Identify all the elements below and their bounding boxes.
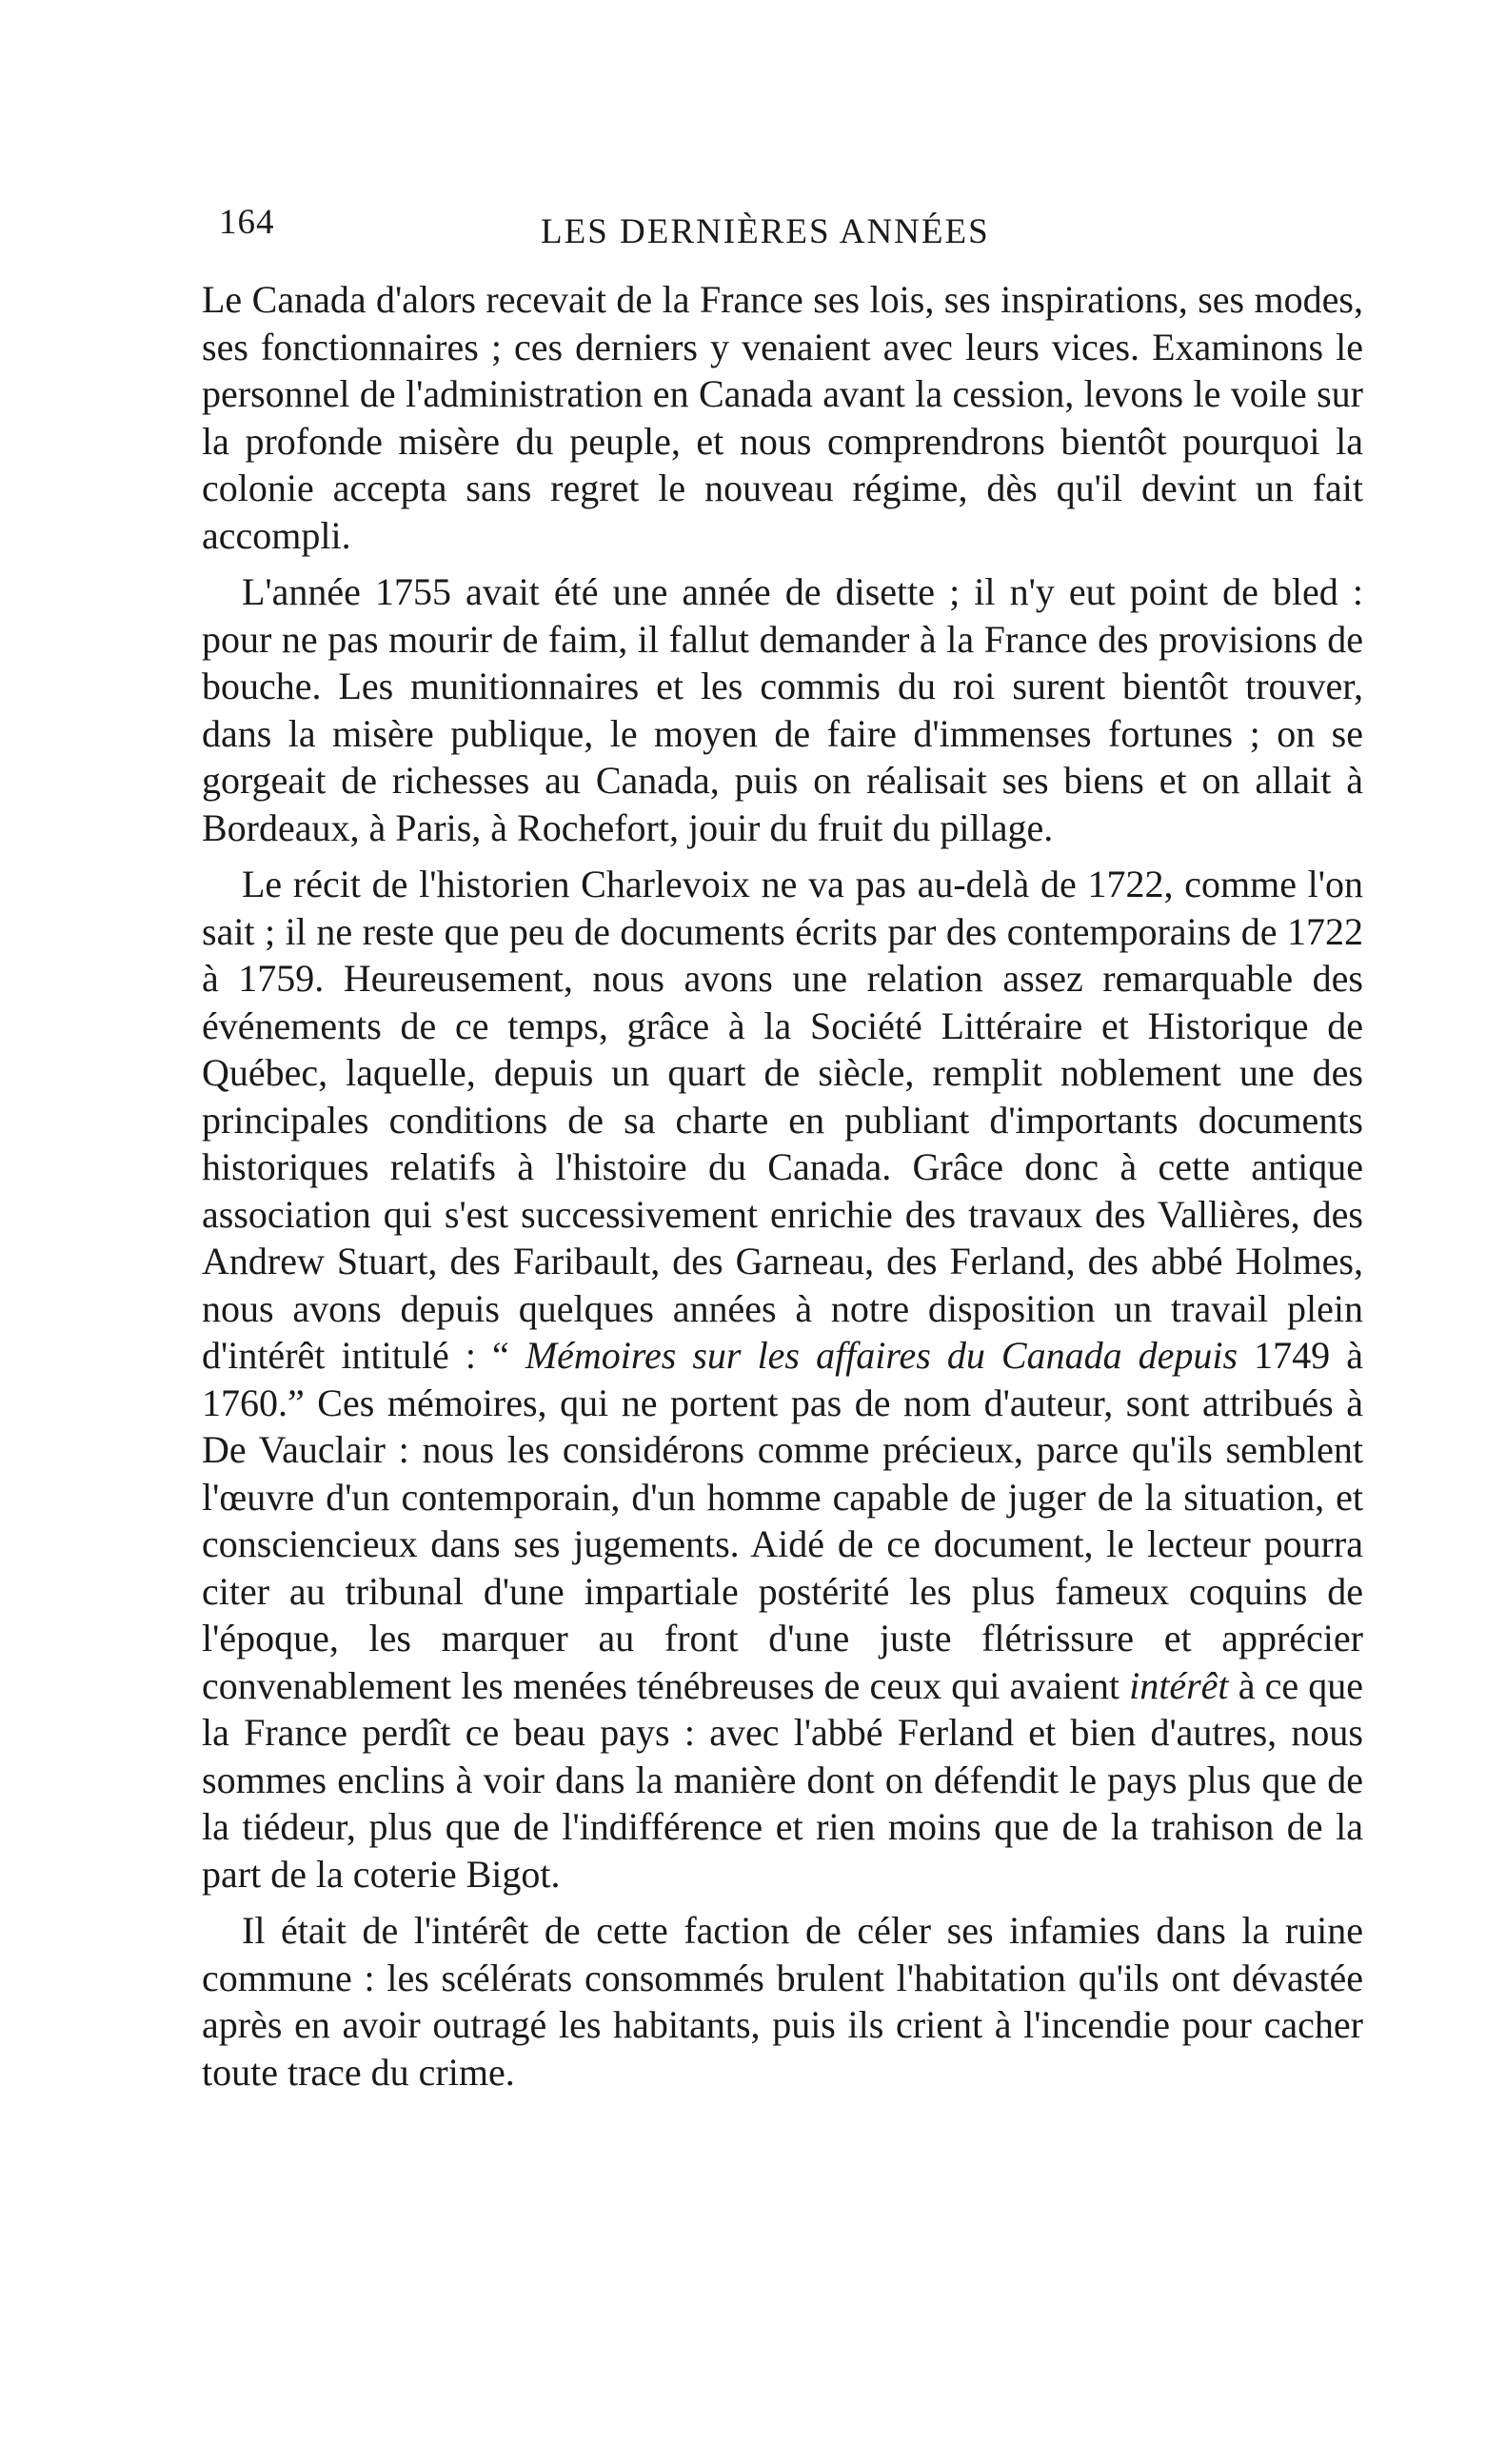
book-page (202, 202, 1363, 2105)
paragraph-3-text-middle: 1749 à 1760.” Ces mémoires, qui ne portent pas de nom d'auteur, sont attribués à De Vauclair : nous les considérons comme précieux, parce qu'ils semblent l'œuvre d'un contemporain, d'un homme capable de juger de la situation, et consciencieux dans ses jugements. Aidé de ce document, le lecteur pourra citer au tribunal d'une impartiale postérité les plus fameux coquins de l'époque, les marquer au front d'une juste flétrissure et apprécier convenablement les menées ténébreuses de ceux qui avaient (202, 1334, 1363, 1707)
interet-italic: intérêt (1129, 1663, 1229, 1707)
paragraph-4: Il était de l'intérêt de cette faction de céler ses infamies dans la ruine commune : les scélérats consommés brulent l'habitation qu'ils ont dévastée après en avoir outragé les habitants, puis ils crient à l'incendie pour cacher toute trace du crime. (202, 1909, 1363, 2094)
page-number: 164 (219, 203, 275, 242)
paragraph-3-text-after: à ce que la France perdît ce beau pays : avec l'abbé Ferland et bien d'autres, nous sommes enclins à voir dans la manière dont on défendit le pays plus que de la tiédeur, plus que de l'indifférence et rien moins que de la trahison de la part de la coterie Bigot. (202, 1663, 1364, 1896)
running-title: LES DERNIÈRES ANNÉES (541, 212, 990, 251)
paragraph-2: L'année 1755 avait été une année de disette ; il n'y eut point de bled : pour ne pas mourir de faim, il fallut demander à la France des provisions de bouche. Les munitionnaires et les commis du roi surent bientôt trouver, dans la misère publique, le moyen de faire d'immenses fortunes ; on se gorgeait de richesses au Canada, puis on réalisait ses biens et on allait à Bordeaux, à Paris, à Rochefort, jouir du fruit du pillage. (202, 570, 1363, 849)
memoires-title-italic: Mémoires sur les affaires du Canada depuis (525, 1334, 1238, 1377)
body-text (202, 276, 1363, 2096)
paragraph-3 (202, 861, 1363, 1898)
running-head (202, 202, 1363, 259)
paragraph-3-text-before: Le récit de l'historien Charlevoix ne va pas au-delà de 1722, comme l'on sait ; il ne reste que peu de documents écrits par des contemporains de 1722 à 1759. Heureusement, nous avons une relation assez remarquable des événements de ce temps, grâce à la Société Littéraire et Historique de Québec, laquelle, depuis un quart de siècle, remplit noblement une des principales conditions de sa charte en publiant d'importants documents historiques relatifs à l'histoire du Canada. Grâce donc à cette antique association qui s'est successivement enrichie des travaux des Vallières, des Andrew Stuart, des Faribault, des Garneau, des Ferland, des abbé Holmes, nous avons depuis quelques années à notre disposition un travail plein d'intérêt intitulé : “ (202, 863, 1363, 1377)
paragraph-1: Le Canada d'alors recevait de la France ses lois, ses inspirations, ses modes, ses fonctionnaires ; ces derniers y venaient avec leurs vices. Examinons le personnel de l'administration en Canada avant la cession, levons le voile sur la profonde misère du peuple, et nous comprendrons bientôt pourquoi la colonie accepta sans regret le nouveau régime, dès qu'il devint un fait accompli. (202, 278, 1363, 557)
